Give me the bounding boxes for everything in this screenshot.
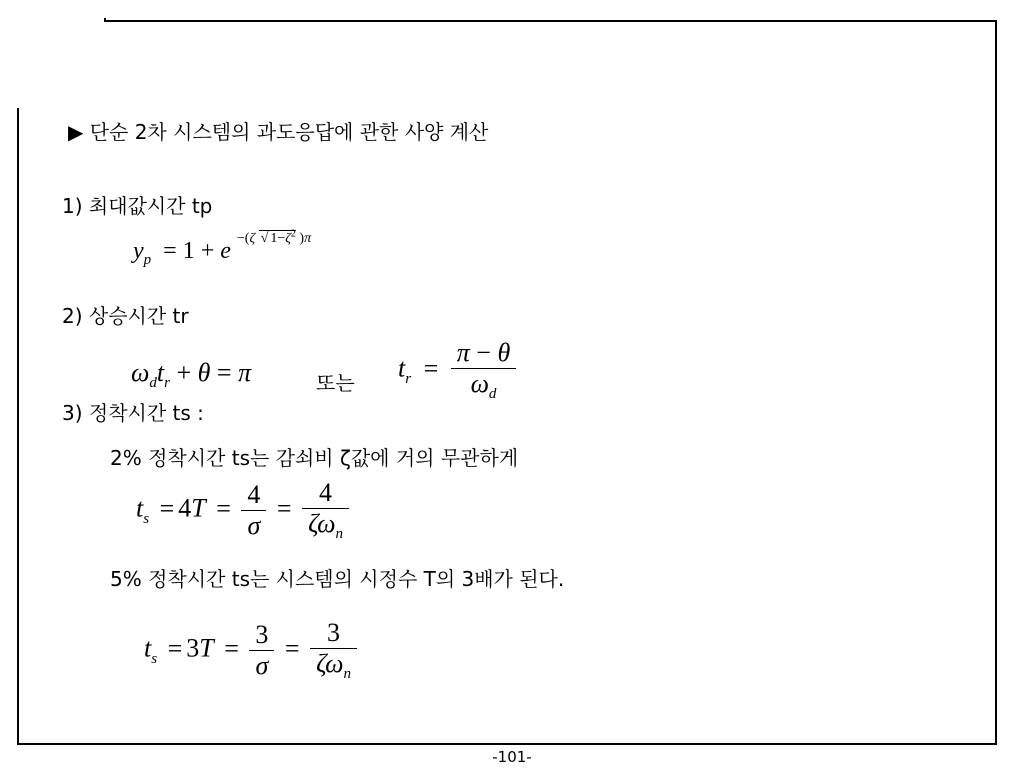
page-number: -101- bbox=[492, 748, 532, 766]
settling-5pct-note: 5% 정착시간 ts는 시스템의 시정수 T의 3배가 된다. bbox=[110, 567, 565, 591]
peak-time-label: 1) 최대값시간 tp bbox=[62, 194, 213, 218]
ts-3t-equation: $t_s = 3T$ = $\frac{3}{\sigma}$ = $\frac{3}{\zeta\omega_n}$ bbox=[144, 618, 357, 683]
tr-equation: $t_r$ = $\frac{\pi - \theta}{\omega_d}$ bbox=[398, 338, 516, 403]
settling-time-label: 3) 정착시간 ts : bbox=[62, 401, 204, 425]
logo-gap bbox=[17, 18, 105, 108]
ts-4t-equation: $t_s = 4T$ = $\frac{4}{\sigma}$ = $\frac{4}{\zeta\omega_n}$ bbox=[136, 478, 349, 543]
yp-equation: $y_p = 1 + e$ $^{-(\zeta √ 1-\zeta^2 )\pi}$ bbox=[133, 228, 312, 268]
settling-2pct-note: 2% 정착시간 ts는 감쇠비 ζ값에 거의 무관하게 bbox=[110, 446, 519, 470]
frame-corner bbox=[104, 18, 106, 22]
or-text: 또는 bbox=[316, 371, 355, 395]
rise-time-label: 2) 상승시간 tr bbox=[62, 304, 189, 328]
slide-heading: ▶ 단순 2차 시스템의 과도응답에 관한 사양 계산 bbox=[68, 120, 489, 144]
omega-equation: $\omega_dt_r + \theta = \pi$ bbox=[131, 358, 252, 392]
